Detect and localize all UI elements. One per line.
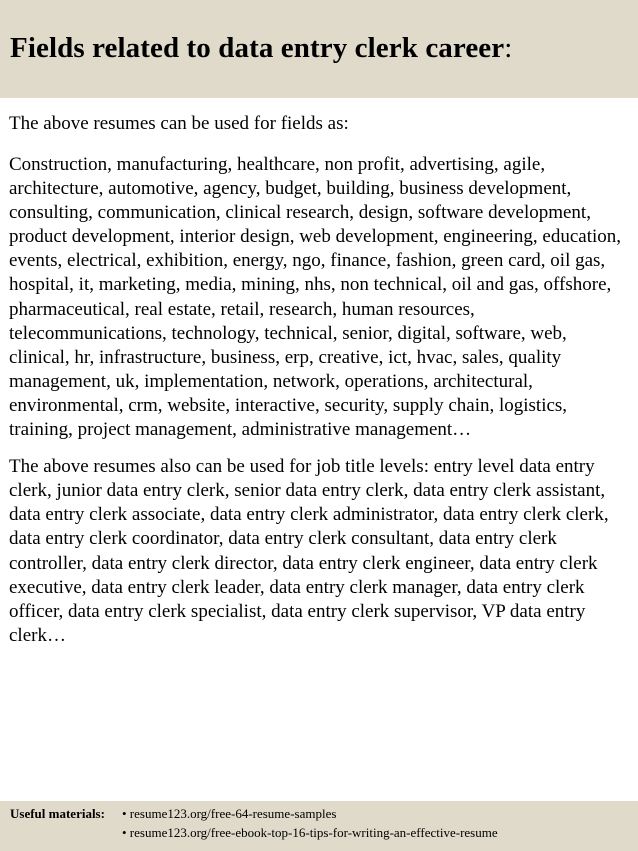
header-band — [0, 0, 638, 98]
fields-paragraph: Construction, manufacturing, healthcare, non profit, advertising, agile, architecture, automotive, agency, budget, building, business development, consulting, communication, clinical research, design, software development, product development, interior design, web development, engineering, education, events, electrical, exhibition, energy, ngo, finance, fashion, green card, oil gas, hospital, it, marketing, media, mining, nhs, non technical, oil and gas, offshore, pharmaceutical, real estate, retail, research, human resources, telecommunications, technology, technical, senior, digital, software, web, clinical, hr, infrastructure, business, erp, creative, ict, hvac, sales, quality management, uk, implementation, network, operations, architectural, environmental, crm, website, interactive, security, supply chain, logistics, training, project management, administrative management… — [9, 154, 622, 441]
page-title — [10, 31, 638, 65]
page-title-text: Fields related to data entry clerk career — [10, 32, 505, 64]
main-content — [9, 108, 631, 648]
footer-row-1 — [10, 804, 638, 823]
resource-link-samples[interactable]: • resume123.org/free-64-resume-samples — [122, 806, 337, 821]
useful-materials-label: Useful materials: — [10, 806, 105, 821]
page-title-colon: : — [504, 32, 513, 64]
intro-text: The above resumes can be used for fields as: — [9, 113, 349, 134]
footer-band — [0, 801, 638, 851]
footer-row-2 — [10, 823, 638, 842]
resource-link-ebook[interactable]: • resume123.org/free-ebook-top-16-tips-for-writing-an-effective-resume — [122, 825, 498, 840]
job-levels-paragraph: The above resumes also can be used for job title levels: entry level data entry clerk, junior data entry clerk, senior data entry clerk, data entry clerk assistant, data entry clerk associate, data entry clerk administrator, data entry clerk clerk, data entry clerk coordinator, data entry clerk consultant, data entry clerk controller, data entry clerk director, data entry clerk engineer, data entry clerk executive, data entry clerk leader, data entry clerk manager, data entry clerk officer, data entry clerk specialist, data entry clerk supervisor, VP data entry clerk… — [9, 456, 609, 646]
